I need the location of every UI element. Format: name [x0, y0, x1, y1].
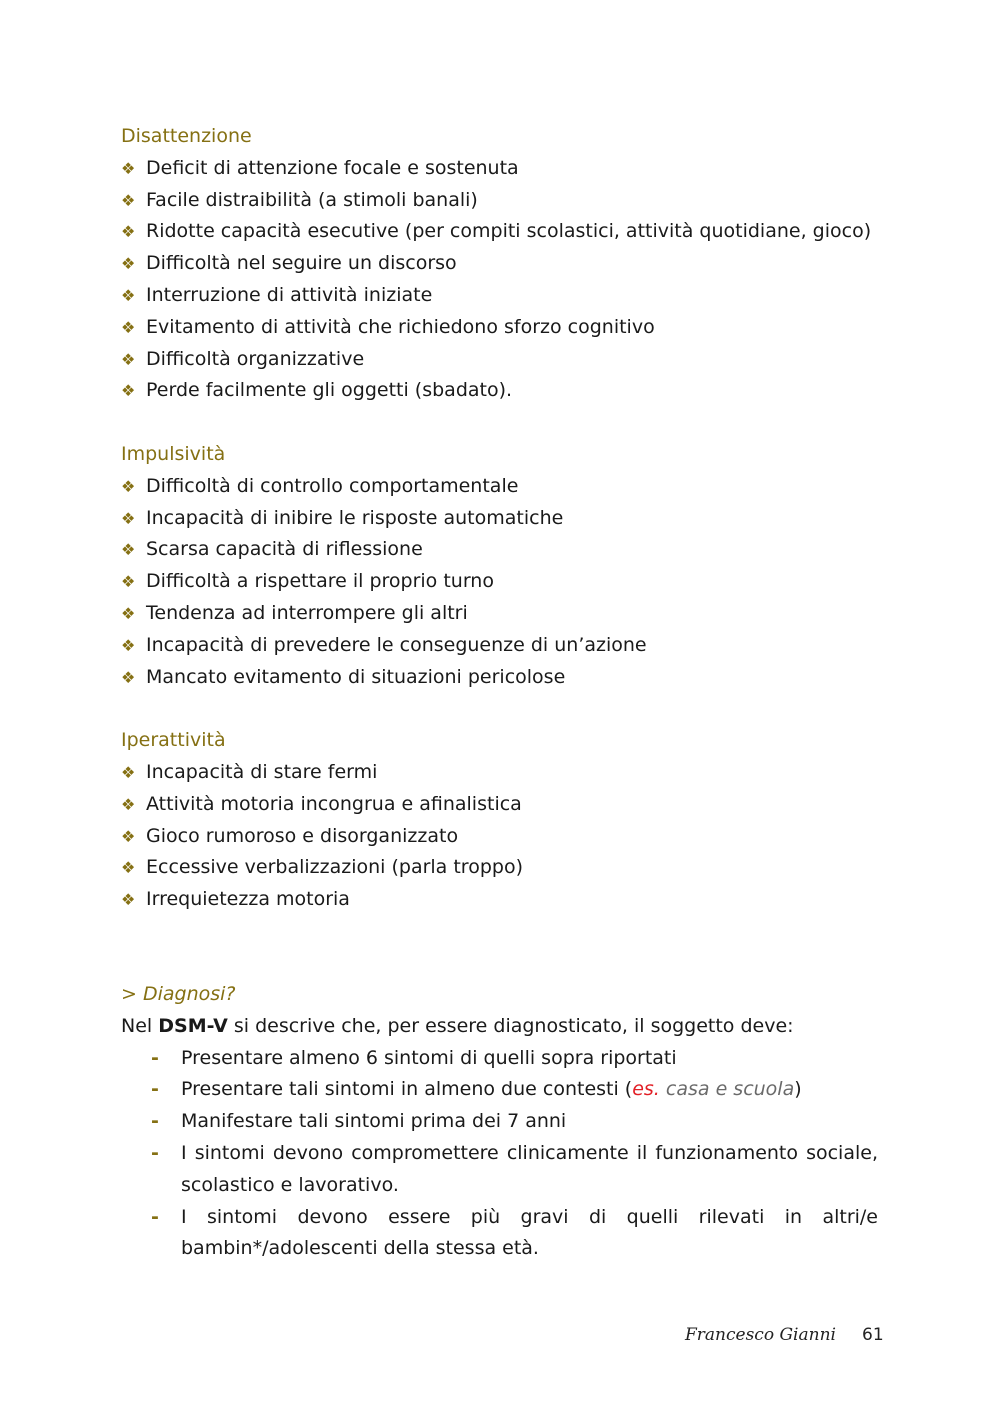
- diamond-bullet-icon: ❖: [121, 890, 136, 910]
- list-item: ❖ Deficit di attenzione focale e sostenuta: [121, 153, 878, 185]
- list-item: ❖ Incapacità di prevedere le conseguenze di un’azione: [121, 630, 878, 662]
- list-item: ❖ Evitamento di attività che richiedono sforzo cognitivo: [121, 312, 878, 344]
- list-item: ❖ Tendenza ad interrompere gli altri: [121, 598, 878, 630]
- list-item: ❖ Irrequietezza motoria: [121, 884, 878, 916]
- diagnosis-intro: Nel DSM-V si descrive che, per essere diagnosticato, il soggetto deve:: [121, 1014, 794, 1037]
- diamond-bullet-icon: ❖: [121, 635, 136, 655]
- dsm-label: DSM-V: [158, 1014, 228, 1037]
- list-item: ❖ Incapacità di stare fermi: [121, 757, 878, 789]
- list-item: - I sintomi devono essere più gravi di quelli rilevati in altri/e bambin*/adolescenti della stessa età.: [121, 1202, 878, 1266]
- list-item: ❖ Perde facilmente gli oggetti (sbadato).: [121, 375, 878, 407]
- section-heading: Iperattività: [121, 729, 226, 752]
- list-item: ❖ Attività motoria incongrua e afinalistica: [121, 789, 878, 821]
- list-item: ❖ Difficoltà organizzative: [121, 344, 878, 376]
- list-item: ❖ Difficoltà di controllo comportamentale: [121, 471, 878, 503]
- page-footer: [0, 1325, 1000, 1351]
- list-item: ❖ Mancato evitamento di situazioni pericolose: [121, 662, 878, 694]
- section-impulsivita: [121, 439, 878, 693]
- footer-author: Francesco Gianni: [685, 1325, 836, 1345]
- list-item: ❖ Interruzione di attività iniziate: [121, 280, 878, 312]
- dash-bullet: -: [151, 1046, 159, 1069]
- list-item: - Manifestare tali sintomi prima dei 7 anni: [121, 1106, 878, 1138]
- diamond-bullet-icon: ❖: [121, 381, 136, 401]
- section-disattenzione: [121, 121, 878, 407]
- dash-bullet: -: [151, 1110, 159, 1133]
- diamond-bullet-icon: ❖: [121, 285, 136, 305]
- list-item: - Presentare almeno 6 sintomi di quelli sopra riportati: [121, 1043, 878, 1075]
- section-spacer: [121, 407, 878, 439]
- diamond-bullet-icon: ❖: [121, 540, 136, 560]
- dash-bullet: -: [151, 1141, 159, 1164]
- list-item: ❖ Ridotte capacità esecutive (per compiti scolastici, attività quotidiane, gioco): [121, 216, 878, 248]
- list-item: ❖ Difficoltà nel seguire un discorso: [121, 248, 878, 280]
- example-label: es.: [632, 1078, 660, 1101]
- diamond-bullet-icon: ❖: [121, 667, 136, 687]
- symptom-list: [121, 757, 878, 916]
- section-heading: Disattenzione: [121, 125, 252, 147]
- list-item: ❖ Eccessive verbalizzazioni (parla troppo): [121, 852, 878, 884]
- page-number: 61: [862, 1325, 884, 1345]
- dash-bullet: -: [151, 1078, 159, 1101]
- page-content: [121, 121, 878, 1265]
- diamond-bullet-icon: ❖: [121, 572, 136, 592]
- list-item: ❖ Facile distraibilità (a stimoli banali): [121, 185, 878, 217]
- list-item: - Presentare tali sintomi in almeno due contesti (es. casa e scuola): [121, 1074, 878, 1106]
- diagnosis-heading: > Diagnosi?: [121, 982, 236, 1005]
- diamond-bullet-icon: ❖: [121, 254, 136, 274]
- list-item: ❖ Scarsa capacità di riflessione: [121, 534, 878, 566]
- list-item: ❖ Gioco rumoroso e disorganizzato: [121, 821, 878, 853]
- diamond-bullet-icon: ❖: [121, 476, 136, 496]
- diamond-bullet-icon: ❖: [121, 794, 136, 814]
- diamond-bullet-icon: ❖: [121, 858, 136, 878]
- diamond-bullet-icon: ❖: [121, 603, 136, 623]
- diamond-bullet-icon: ❖: [121, 826, 136, 846]
- list-item: - I sintomi devono compromettere clinicamente il funzionamento sociale, scolastico e lavorativo.: [121, 1138, 878, 1202]
- example-text: casa e scuola: [659, 1078, 795, 1101]
- diamond-bullet-icon: ❖: [121, 508, 136, 528]
- criteria-list: [121, 1043, 878, 1266]
- section-diagnosi: [121, 979, 878, 1265]
- diamond-bullet-icon: ❖: [121, 158, 136, 178]
- diamond-bullet-icon: ❖: [121, 349, 136, 369]
- diamond-bullet-icon: ❖: [121, 222, 136, 242]
- list-item: ❖ Incapacità di inibire le risposte automatiche: [121, 503, 878, 535]
- diamond-bullet-icon: ❖: [121, 190, 136, 210]
- section-spacer: [121, 693, 878, 725]
- diamond-bullet-icon: ❖: [121, 762, 136, 782]
- section-iperattivita: [121, 725, 878, 916]
- symptom-list: [121, 153, 878, 407]
- symptom-list: [121, 471, 878, 694]
- dash-bullet: -: [151, 1205, 159, 1228]
- diamond-bullet-icon: ❖: [121, 317, 136, 337]
- section-heading: Impulsività: [121, 442, 226, 465]
- list-item: ❖ Difficoltà a rispettare il proprio turno: [121, 566, 878, 598]
